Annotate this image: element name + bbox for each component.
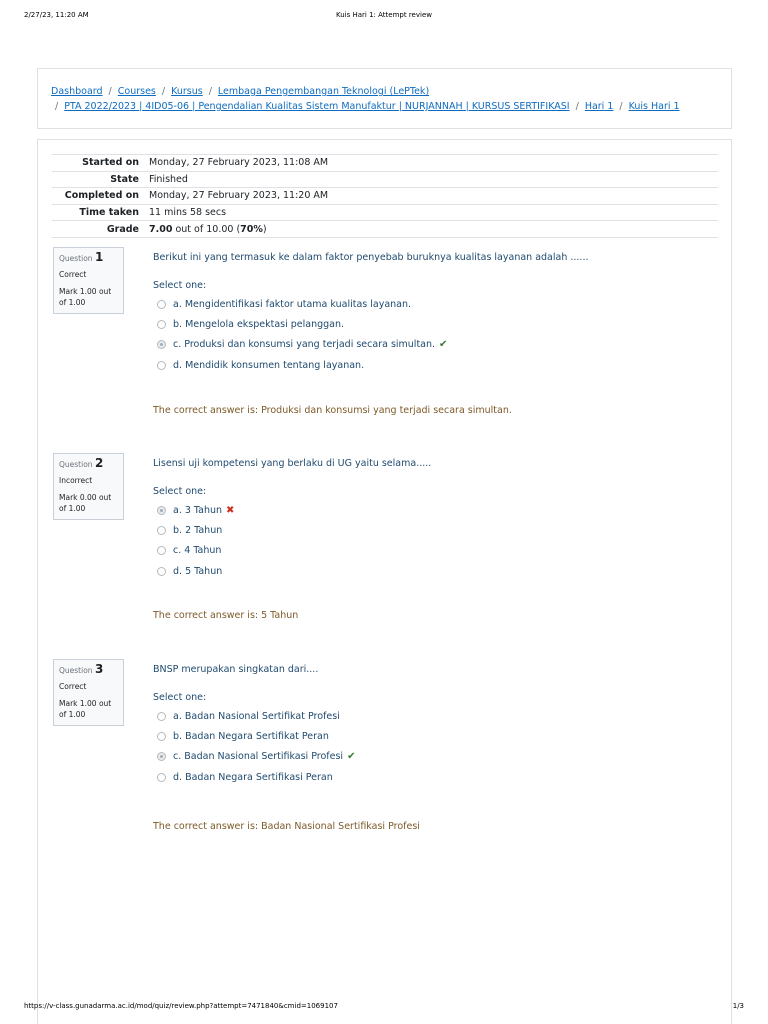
summary-value: Finished — [149, 173, 188, 185]
summary-label: Grade — [106, 223, 139, 235]
grade-score: 7.00 — [149, 223, 173, 235]
select-one-prompt: Select one: — [153, 692, 207, 703]
question-number: 2 — [94, 456, 104, 470]
question-info — [53, 659, 124, 726]
answer-label: c. Produksi dan konsumsi yang terjadi secara simultan. — [173, 339, 436, 351]
answer-option[interactable] — [157, 561, 234, 581]
breadcrumb-separator: / — [55, 101, 59, 112]
answer-label: b. Mengelola ekspektasi pelanggan. — [173, 318, 345, 330]
answer-option[interactable] — [157, 726, 355, 746]
attempt-summary-table — [52, 154, 718, 238]
correct-answer-feedback: The correct answer is: Badan Nasional Sertifikasi Profesi — [153, 821, 420, 832]
answer-option[interactable] — [157, 500, 234, 520]
answer-option[interactable] — [157, 314, 447, 334]
breadcrumb-separator: / — [575, 101, 579, 112]
question-text: Berikut ini yang termasuk ke dalam faktor penyebab buruknya kualitas layanan adalah ...... — [153, 252, 589, 263]
question-number: 3 — [94, 662, 104, 676]
answer-label: a. Mengidentifikasi faktor utama kualitas layanan. — [173, 298, 412, 310]
question-number: 1 — [94, 250, 104, 264]
question-text: Lisensi uji kompetensi yang berlaku di UG yaitu selama..... — [153, 458, 432, 469]
breadcrumb-separator: / — [161, 86, 166, 97]
grade-out-of: out of 10.00 ( — [172, 223, 241, 235]
radio-button[interactable] — [157, 567, 166, 576]
answer-option[interactable] — [157, 747, 355, 767]
breadcrumb-course[interactable]: PTA 2022/2023 | 4ID05-06 | Pengendalian Kualitas Sistem Manufaktur | NURJANNAH | KURSUS SERTIFIKASI — [64, 101, 570, 112]
summary-value — [149, 221, 718, 238]
answer-option[interactable] — [157, 767, 355, 787]
print-title: Kuis Hari 1: Attempt review — [336, 11, 432, 19]
radio-button[interactable] — [157, 546, 166, 555]
question-state: Correct — [59, 682, 87, 691]
breadcrumb-hari-1[interactable]: Hari 1 — [584, 101, 614, 112]
breadcrumb-separator: / — [108, 86, 112, 97]
question-info — [53, 453, 124, 520]
radio-button[interactable] — [157, 526, 166, 535]
answer-option[interactable] — [157, 520, 234, 540]
question-mark: Mark 0.00 out of 1.00 — [59, 493, 112, 513]
answer-label: c. Badan Nasional Sertifikasi Profesi — [173, 751, 344, 763]
answer-list — [157, 706, 355, 787]
question-text: BNSP merupakan singkatan dari.... — [153, 664, 319, 675]
answer-option[interactable] — [157, 355, 447, 375]
summary-row-state — [52, 171, 718, 188]
summary-value: Monday, 27 February 2023, 11:08 AM — [149, 157, 329, 169]
answer-label: b. Badan Negara Sertifikat Peran — [173, 730, 329, 742]
breadcrumb — [37, 68, 732, 129]
breadcrumb-dashboard[interactable]: Dashboard — [51, 86, 103, 97]
question-label: Question — [59, 666, 93, 675]
answer-label: d. Mendidik konsumen tentang layanan. — [173, 359, 365, 371]
radio-button[interactable] — [157, 320, 166, 329]
radio-button[interactable] — [157, 773, 166, 782]
breadcrumb-kuis-hari-1[interactable]: Kuis Hari 1 — [628, 101, 680, 112]
summary-row-grade — [52, 221, 718, 238]
radio-button[interactable] — [157, 300, 166, 309]
grade-close: ) — [262, 223, 267, 235]
correct-answer-feedback: The correct answer is: Produksi dan konsumsi yang terjadi secara simultan. — [153, 405, 512, 416]
select-one-prompt: Select one: — [153, 280, 207, 291]
summary-value: Monday, 27 February 2023, 11:20 AM — [149, 190, 329, 202]
summary-value: 11 mins 58 secs — [149, 207, 227, 219]
print-url: https://v-class.gunadarma.ac.id/mod/quiz/review.php?attempt=7471840&cmid=1069107 — [24, 1002, 338, 1010]
select-one-prompt: Select one: — [153, 486, 207, 497]
summary-label: Completed on — [64, 190, 139, 202]
summary-row-started — [52, 155, 718, 172]
question-state: Incorrect — [59, 476, 93, 485]
summary-label: Time taken — [79, 207, 139, 219]
check-icon: ✔ — [439, 339, 448, 351]
answer-option[interactable] — [157, 541, 234, 561]
answer-list — [157, 500, 234, 581]
correct-answer-feedback: The correct answer is: 5 Tahun — [153, 610, 299, 621]
answer-label: a. 3 Tahun — [173, 504, 223, 516]
radio-button-selected[interactable] — [157, 752, 166, 761]
summary-row-time — [52, 204, 718, 221]
check-icon: ✔ — [347, 751, 356, 763]
print-page-number: 1/3 — [732, 1002, 744, 1010]
question-mark: Mark 1.00 out of 1.00 — [59, 287, 112, 307]
question-label: Question — [59, 254, 93, 263]
summary-label: State — [110, 173, 139, 185]
answer-option[interactable] — [157, 294, 447, 314]
question-label: Question — [59, 460, 93, 469]
answer-option[interactable] — [157, 335, 447, 355]
answer-label: d. 5 Tahun — [173, 565, 223, 577]
answer-label: a. Badan Nasional Sertifikat Profesi — [173, 710, 340, 722]
radio-button-selected[interactable] — [157, 506, 166, 515]
question-info — [53, 247, 124, 314]
answer-label: c. 4 Tahun — [173, 545, 222, 557]
breadcrumb-kursus[interactable]: Kursus — [171, 86, 203, 97]
answer-label: d. Badan Negara Sertifikasi Peran — [173, 771, 333, 783]
radio-button[interactable] — [157, 361, 166, 370]
summary-row-completed — [52, 188, 718, 205]
grade-percent: 70% — [240, 223, 263, 235]
breadcrumb-separator: / — [208, 86, 212, 97]
breadcrumb-leptek[interactable]: Lembaga Pengembangan Teknologi (LePTek) — [217, 86, 430, 97]
question-mark: Mark 1.00 out of 1.00 — [59, 699, 112, 719]
radio-button[interactable] — [157, 712, 166, 721]
answer-label: b. 2 Tahun — [173, 524, 223, 536]
quiz-review-region — [37, 139, 732, 1024]
cross-icon: ✖ — [226, 504, 235, 516]
radio-button-selected[interactable] — [157, 340, 166, 349]
question-state: Correct — [59, 270, 87, 279]
answer-list — [157, 294, 447, 375]
print-date: 2/27/23, 11:20 AM — [24, 11, 89, 19]
answer-option[interactable] — [157, 706, 355, 726]
summary-label: Started on — [82, 157, 139, 169]
breadcrumb-separator: / — [619, 101, 623, 112]
radio-button[interactable] — [157, 732, 166, 741]
breadcrumb-courses[interactable]: Courses — [117, 86, 156, 97]
